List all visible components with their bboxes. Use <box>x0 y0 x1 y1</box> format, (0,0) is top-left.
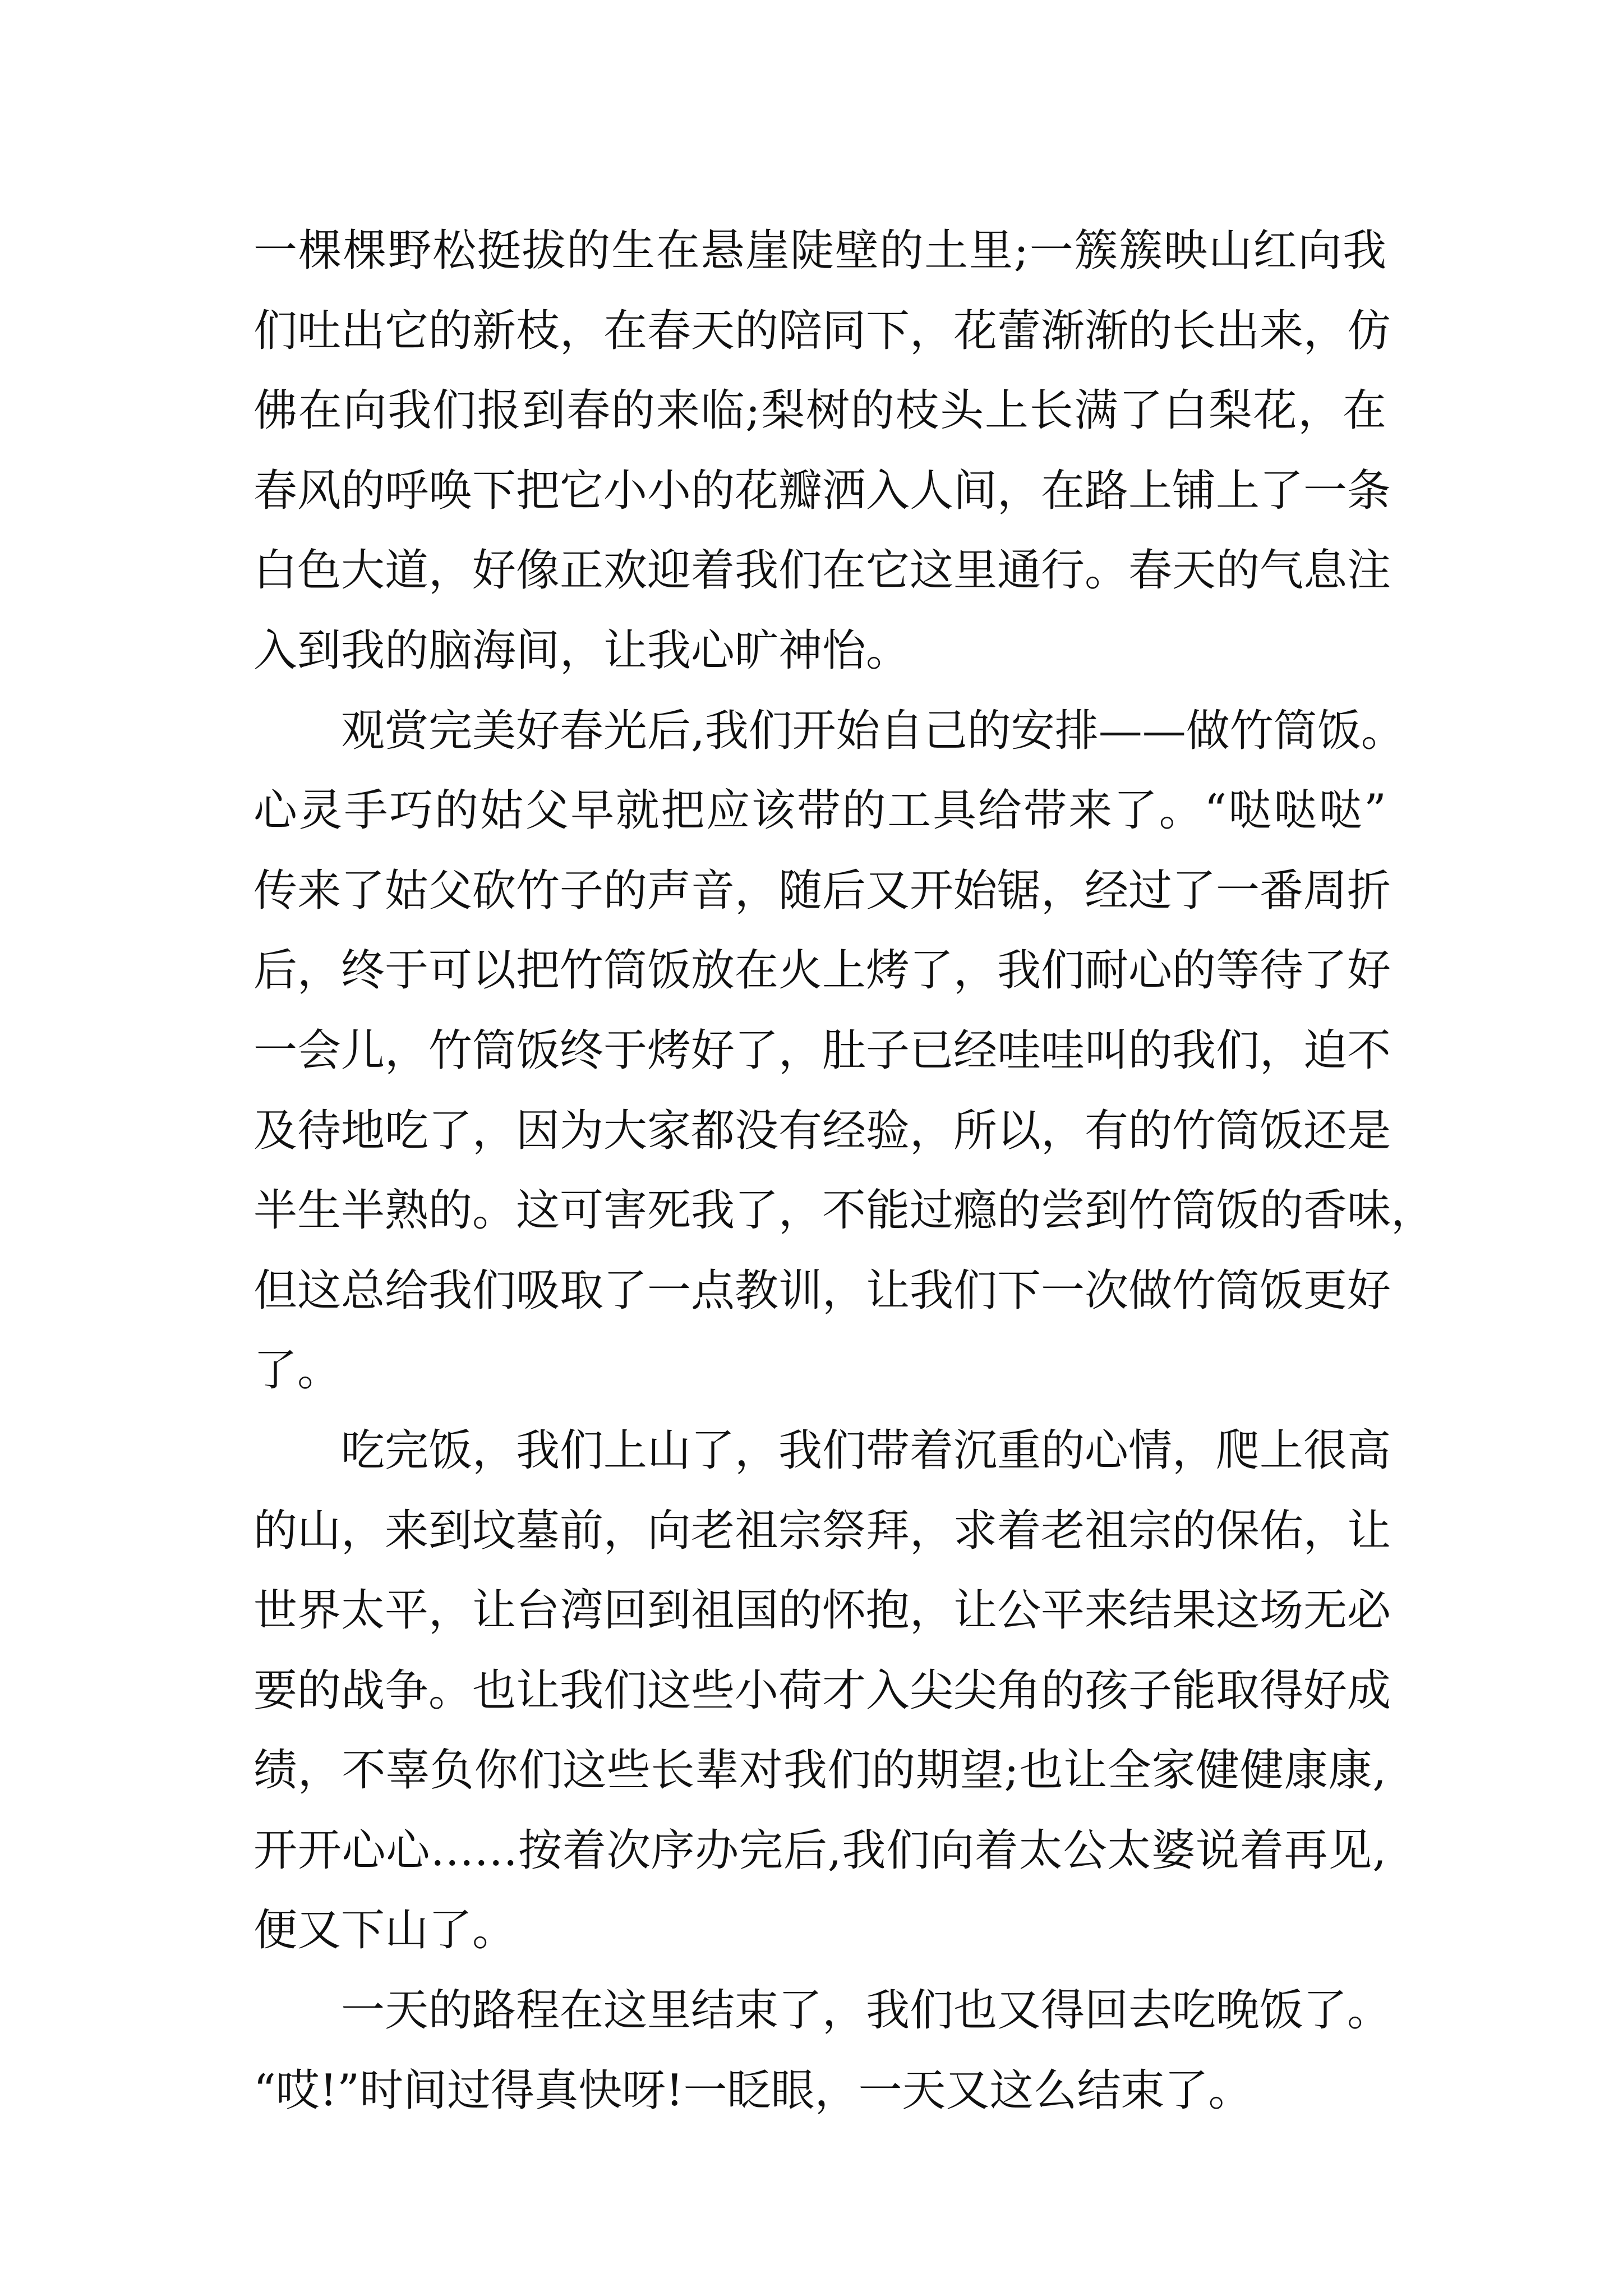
paragraph-4 <box>253 1971 1391 2131</box>
text-line: 的山，来到坟墓前，向老祖宗祭拜，求着老祖宗的保佑，让 <box>253 1505 1391 1556</box>
text-line: 一棵棵野松挺拔的生在悬崖陡壁的土里;一簇簇映山红向我 <box>253 226 1386 276</box>
text-line: 白色大道，好像正欢迎着我们在它这里通行。春天的气息注 <box>253 545 1391 596</box>
text-line: 了。 <box>253 1345 342 1396</box>
paragraph-2 <box>253 691 1435 1411</box>
text-line: 春风的呼唤下把它小小的花瓣洒入人间，在路上铺上了一条 <box>253 465 1391 516</box>
text-line: 半生半熟的。这可害死我了，不能过瘾的尝到竹筒饭的香味， <box>253 1185 1435 1236</box>
text-line: 们吐出它的新枝，在春天的陪同下，花蕾渐渐的长出来，仿 <box>253 305 1391 356</box>
text-line: 心灵手巧的姑父早就把应该带的工具给带来了。“哒哒哒” <box>253 785 1386 836</box>
text-line: “哎!”时间过得真快呀!一眨眼，一天又这么结束了。 <box>253 2065 1252 2116</box>
paragraph-3 <box>253 1411 1391 1971</box>
text-line: 观赏完美好春光后,我们开始自己的安排——做竹筒饭。 <box>341 705 1405 756</box>
text-line: 佛在向我们报到春的来临;梨树的枝头上长满了白梨花，在 <box>253 385 1386 436</box>
text-line: 要的战争。也让我们这些小荷才入尖尖角的孩子能取得好成 <box>253 1665 1391 1716</box>
text-line: 及待地吃了，因为大家都没有经验，所以，有的竹筒饭还是 <box>253 1105 1391 1156</box>
text-line: 便又下山了。 <box>253 1905 517 1956</box>
text-line: 绩，不辜负你们这些长辈对我们的期望;也让全家健健康康, <box>253 1745 1386 1796</box>
text-line: 一天的路程在这里结束了，我们也又得回去吃晚饭了。 <box>341 1985 1391 2036</box>
text-line: 传来了姑父砍竹子的声音，随后又开始锯，经过了一番周折 <box>253 865 1391 916</box>
text-line: 入到我的脑海间，让我心旷神怡。 <box>253 625 910 676</box>
text-line: 吃完饭，我们上山了，我们带着沉重的心情，爬上很高 <box>341 1425 1391 1476</box>
text-line: 一会儿，竹筒饭终于烤好了，肚子已经哇哇叫的我们，迫不 <box>253 1025 1391 1076</box>
text-line: 开开心心……按着次序办完后,我们向着太公太婆说着再见, <box>253 1825 1386 1876</box>
body-text <box>253 211 1435 2131</box>
text-line: 但这总给我们吸取了一点教训，让我们下一次做竹筒饭更好 <box>253 1265 1391 1316</box>
paragraph-1 <box>253 211 1391 691</box>
text-line: 世界太平，让台湾回到祖国的怀抱，让公平来结果这场无必 <box>253 1585 1391 1636</box>
text-line: 后，终于可以把竹筒饭放在火上烤了，我们耐心的等待了好 <box>253 945 1391 996</box>
